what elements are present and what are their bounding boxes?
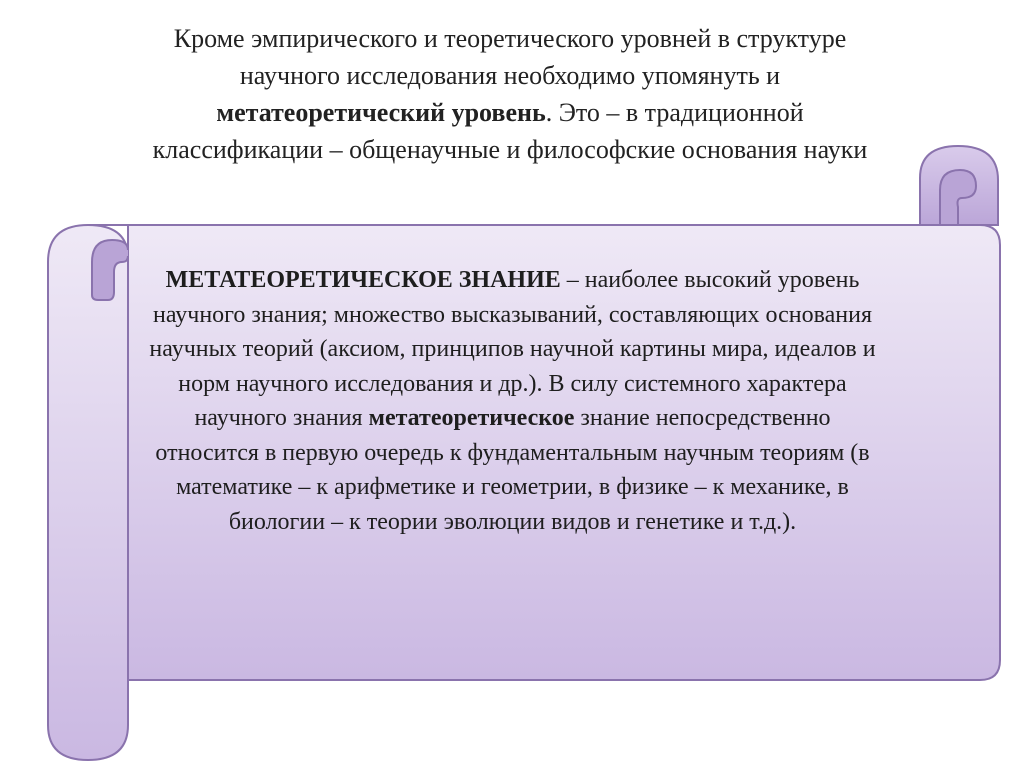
scroll-right-roll	[920, 146, 998, 225]
scroll-left-roll	[48, 225, 128, 760]
intro-line-2: научного исследования необходимо упомянуть и	[239, 61, 781, 90]
intro-line-4: классификации – общенаучные и философские основания науки	[152, 135, 868, 164]
intro-line-3-rest: . Это – в традиционной	[545, 98, 804, 127]
intro-bold-term: метатеоретический уровень	[216, 98, 546, 127]
definition-text-part-1: – наиболее высокий уровень научного знания; множество высказываний, составляющих основания научных теорий (аксиом, принципов научной картины мира, идеалов и норм научного исследования и др.). В силу системного характера научного знания	[149, 267, 876, 431]
definition-paragraph	[140, 263, 885, 539]
intro-line-1: Кроме эмпирического и теоретического уровней в структуре	[173, 24, 847, 53]
definition-text-part-2: знание непосредственно относится в первую очередь к фундаментальным научным теориям (в математике – к арифметике и геометрии, в физике – к механике, в биологии – к теории эволюции видов и генетике и т.д.).	[155, 405, 870, 535]
definition-term-2: метатеоретическое	[368, 405, 575, 431]
definition-term: МЕТАТЕОРЕТИЧЕСКОЕ ЗНАНИЕ	[165, 267, 561, 293]
